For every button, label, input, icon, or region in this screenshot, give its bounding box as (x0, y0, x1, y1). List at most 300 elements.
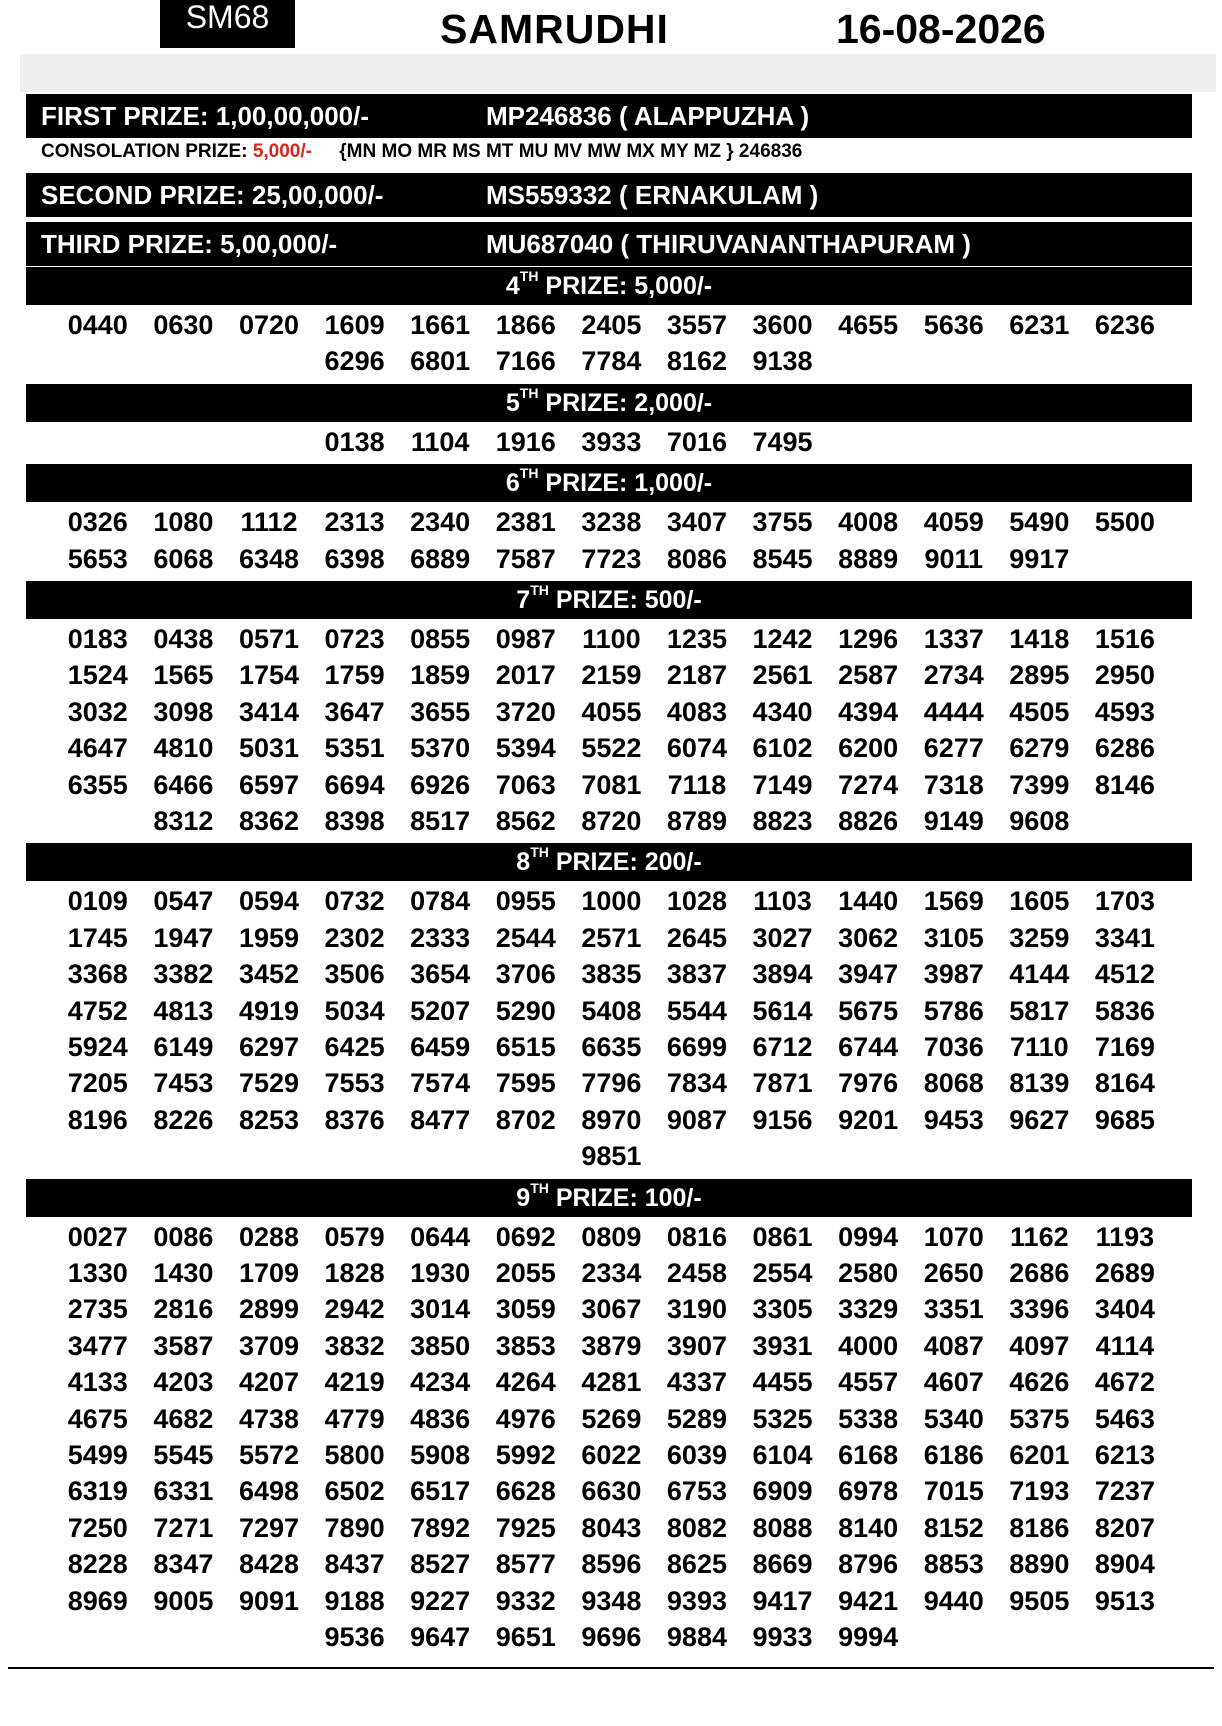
ticket-number: 2561 (752, 660, 813, 691)
ticket-number: 9091 (238, 1585, 300, 1616)
ticket-number: 9685 (1094, 1104, 1155, 1135)
ticket-number: 2895 (1009, 660, 1070, 691)
ticket-number: 6498 (238, 1476, 300, 1507)
ticket-number: 6699 (666, 1031, 727, 1062)
ticket-number: 8596 (581, 1549, 642, 1580)
ticket-number: 1569 (923, 886, 984, 917)
ticket-number: 1418 (1009, 624, 1070, 654)
ticket-number: 0723 (324, 624, 385, 654)
ticket-number: 2950 (1094, 660, 1155, 691)
ticket-number: 8625 (666, 1549, 727, 1580)
ticket-number: 6213 (1094, 1439, 1155, 1470)
ticket-number: 0594 (238, 886, 300, 917)
ticket-number: 2899 (238, 1294, 300, 1325)
prize-number-grid-6 (55, 504, 1165, 577)
ticket-number: 0994 (838, 1221, 899, 1252)
ticket-number: 9696 (581, 1621, 642, 1652)
ticket-number: 3654 (410, 959, 471, 990)
ticket-number: 6074 (666, 733, 727, 764)
ticket-number: 6186 (923, 1439, 984, 1470)
ticket-number: 3259 (1009, 922, 1070, 953)
ticket-number: 4810 (153, 733, 214, 764)
ticket-number: 5614 (752, 995, 813, 1026)
ticket-number: 3931 (752, 1330, 813, 1361)
first-prize-label: FIRST PRIZE: 1,00,00,000/- (41, 101, 370, 131)
ticket-number: 8437 (324, 1549, 385, 1580)
ticket-number: 9513 (1094, 1585, 1155, 1616)
ticket-number: 5675 (838, 995, 899, 1026)
ticket-number: 0440 (67, 310, 128, 340)
ticket-number: 8890 (1009, 1549, 1070, 1580)
ticket-number: 8253 (238, 1104, 300, 1135)
ticket-number: 5408 (581, 995, 642, 1026)
ticket-number: 6348 (238, 543, 300, 574)
ticket-number: 5490 (1009, 507, 1070, 538)
section-ordinal: 4 (505, 272, 520, 300)
ticket-number: 8398 (324, 805, 385, 836)
prize-section-header-6 (26, 464, 1192, 502)
ticket-number: 8969 (67, 1585, 128, 1616)
ticket-number: 3506 (324, 959, 385, 990)
ticket-number: 1859 (410, 660, 471, 691)
ticket-number: 8043 (581, 1512, 642, 1543)
ticket-number: 9332 (495, 1585, 556, 1616)
ticket-number: 2340 (410, 507, 471, 538)
ticket-number: 6331 (153, 1476, 214, 1507)
ticket-number: 4337 (666, 1367, 727, 1398)
ticket-number: 8853 (923, 1549, 984, 1580)
ticket-number: 4234 (410, 1367, 471, 1398)
ticket-number: 6502 (324, 1476, 385, 1507)
ticket-number: 9005 (153, 1585, 214, 1616)
ticket-number: 4083 (666, 696, 727, 727)
ticket-number: 5836 (1094, 995, 1155, 1026)
ticket-number: 8152 (923, 1512, 984, 1543)
ticket-number: 7587 (495, 543, 556, 574)
ticket-number: 0027 (67, 1221, 128, 1252)
ticket-number: 2313 (324, 507, 385, 538)
ticket-number: 2334 (581, 1257, 642, 1288)
ticket-number: 8577 (495, 1549, 556, 1580)
ticket-number: 4219 (324, 1367, 385, 1398)
ticket-number: 9536 (324, 1621, 385, 1652)
ticket-number: 2381 (495, 507, 556, 538)
ticket-number: 3706 (495, 959, 556, 990)
ticket-number: 9393 (666, 1585, 727, 1616)
ticket-number: 3404 (1094, 1294, 1155, 1325)
ticket-number: 2405 (581, 310, 642, 340)
ticket-number: 0086 (153, 1221, 214, 1252)
third-prize-row (26, 222, 1192, 266)
second-prize-number: MS559332 ( ERNAKULAM ) (486, 180, 819, 210)
ticket-number: 8796 (838, 1549, 899, 1580)
ticket-number: 1703 (1094, 886, 1155, 917)
ticket-number: 6628 (495, 1476, 556, 1507)
section-ordinal: 6 (505, 469, 520, 498)
ticket-number: 7723 (581, 543, 642, 574)
ticket-number: 8823 (752, 805, 813, 836)
ticket-number: 5269 (581, 1403, 642, 1434)
section-ordinal: 7 (516, 586, 531, 614)
ticket-number: 7495 (752, 426, 813, 457)
prize-section-header-8 (26, 843, 1192, 881)
ticket-number: 7871 (752, 1068, 813, 1099)
ticket-number: 3755 (752, 507, 813, 538)
ticket-number: 1745 (67, 922, 128, 953)
ticket-number: 2650 (923, 1257, 984, 1288)
ticket-number: 9149 (923, 805, 984, 836)
ticket-number: 7036 (923, 1031, 984, 1062)
ticket-number: 5499 (67, 1439, 128, 1470)
ticket-number: 5338 (838, 1403, 899, 1434)
ticket-number: 6398 (324, 543, 385, 574)
ticket-number: 5908 (410, 1439, 471, 1470)
ticket-number: 0809 (581, 1221, 642, 1252)
ticket-number: 4682 (153, 1403, 214, 1434)
ticket-number: 6466 (153, 769, 214, 800)
ticket-number: 1609 (324, 310, 385, 340)
ticket-number: 8082 (666, 1512, 727, 1543)
ticket-number: 3014 (410, 1294, 471, 1325)
ticket-number: 8139 (1009, 1068, 1070, 1099)
ticket-number: 9188 (324, 1585, 385, 1616)
ticket-number: 4000 (838, 1330, 899, 1361)
ticket-number: 6102 (752, 733, 813, 764)
ticket-number: 1916 (495, 426, 556, 457)
ticket-number: 5653 (67, 543, 128, 574)
ticket-number: 7016 (666, 426, 727, 457)
ticket-number: 0326 (67, 507, 128, 538)
ticket-number: 6236 (1094, 310, 1155, 340)
ticket-number: 6022 (581, 1439, 642, 1470)
ticket-number: 8162 (666, 346, 727, 377)
ticket-number: 6459 (410, 1031, 471, 1062)
ticket-number: 3837 (666, 959, 727, 990)
ticket-number: 2645 (666, 922, 727, 953)
ticket-number: 6694 (324, 769, 385, 800)
ticket-number: 5207 (410, 995, 471, 1026)
section-title: PRIZE: 2,000/- (538, 388, 713, 417)
ticket-number: 9627 (1009, 1104, 1070, 1135)
section-title: PRIZE: 1,000/- (538, 469, 713, 498)
ticket-number: 2159 (581, 660, 642, 691)
ticket-number: 4097 (1009, 1330, 1070, 1361)
ticket-number: 0855 (410, 624, 471, 654)
ticket-number: 1947 (153, 922, 214, 953)
ticket-number: 2302 (324, 922, 385, 953)
ticket-number: 9884 (666, 1621, 727, 1652)
prize-section-header-4 (26, 267, 1192, 305)
ticket-number: 4626 (1009, 1367, 1070, 1398)
ticket-number: 7529 (238, 1068, 300, 1099)
ticket-number: 7271 (153, 1512, 214, 1543)
ticket-number: 1959 (238, 922, 300, 953)
ticket-number: 4836 (410, 1403, 471, 1434)
ticket-number: 3414 (238, 696, 300, 727)
ticket-number: 6286 (1094, 733, 1155, 764)
ticket-number: 4557 (838, 1367, 899, 1398)
ticket-number: 5786 (923, 995, 984, 1026)
ticket-number: 4738 (238, 1403, 300, 1434)
ticket-number: 0138 (324, 426, 385, 457)
ticket-number: 4607 (923, 1367, 984, 1398)
ticket-number: 5351 (324, 733, 385, 764)
ticket-number: 7595 (495, 1068, 556, 1099)
ticket-number: 1440 (838, 886, 899, 917)
ticket-number: 3238 (581, 507, 642, 538)
ticket-number: 3832 (324, 1330, 385, 1361)
ticket-number: 4672 (1094, 1367, 1155, 1398)
ticket-number: 3105 (923, 922, 984, 953)
ticket-number: 5394 (495, 733, 556, 764)
consolation-series: {MN MO MR MS MT MU MV MW MX MY MZ } 246836 (339, 141, 803, 162)
ticket-number: 6297 (238, 1031, 300, 1062)
ticket-number: 4512 (1094, 959, 1155, 990)
ticket-number: 7890 (324, 1512, 385, 1543)
ticket-number: 4264 (495, 1367, 556, 1398)
ticket-number: 5924 (67, 1031, 128, 1062)
ticket-number: 8702 (495, 1104, 556, 1135)
ticket-number: 0720 (238, 310, 300, 340)
ticket-number: 3396 (1009, 1294, 1070, 1325)
ticket-number: 3557 (666, 310, 727, 340)
ticket-number: 3947 (838, 959, 899, 990)
ticket-number: 1759 (324, 660, 385, 691)
bottom-divider (8, 1667, 1214, 1669)
ticket-number: 3351 (923, 1294, 984, 1325)
ticket-number: 6231 (1009, 310, 1070, 340)
ticket-number: 5031 (238, 733, 300, 764)
ticket-number: 5544 (666, 995, 727, 1026)
ticket-number: 4655 (838, 310, 899, 340)
ticket-number: 8970 (581, 1104, 642, 1135)
ticket-number: 3382 (153, 959, 214, 990)
third-prize-label: THIRD PRIZE: 5,00,000/- (41, 229, 338, 259)
ticket-number: 4505 (1009, 696, 1070, 727)
ticket-number: 9417 (752, 1585, 813, 1616)
ticket-number: 0579 (324, 1221, 385, 1252)
section-ordinal: 5 (505, 388, 520, 417)
ticket-number: 9156 (752, 1104, 813, 1135)
second-prize-row (26, 173, 1192, 217)
ticket-number: 9851 (581, 1141, 642, 1172)
ticket-number: 1103 (753, 886, 812, 917)
ticket-number: 8228 (67, 1549, 128, 1580)
ticket-number: 3067 (581, 1294, 642, 1325)
ticket-number: 1112 (240, 507, 298, 538)
ticket-number: 6753 (666, 1476, 727, 1507)
ticket-number: 5375 (1009, 1403, 1070, 1434)
ticket-number: 9994 (838, 1621, 899, 1652)
ticket-number: 3835 (581, 959, 642, 990)
ticket-number: 4647 (67, 733, 128, 764)
ticket-number: 4976 (495, 1403, 556, 1434)
ticket-number: 9348 (581, 1585, 642, 1616)
ticket-number: 5636 (923, 310, 984, 340)
ticket-number: 6279 (1009, 733, 1070, 764)
ticket-number: 8889 (838, 543, 899, 574)
ticket-number: 7149 (752, 769, 813, 800)
ticket-number: 2187 (666, 660, 727, 691)
ticket-number: 6319 (67, 1476, 128, 1507)
ticket-number: 7318 (923, 769, 984, 800)
ticket-number: 8477 (410, 1104, 471, 1135)
ticket-number: 3655 (410, 696, 471, 727)
ticket-number: 2554 (752, 1257, 813, 1288)
ticket-number: 5325 (752, 1403, 813, 1434)
prize-section-header-9 (26, 1179, 1192, 1217)
ticket-number: 1104 (410, 426, 470, 457)
ticket-number: 3933 (581, 426, 642, 457)
ticket-number: 6296 (324, 346, 385, 377)
ticket-number: 4593 (1094, 696, 1155, 727)
ticket-number: 7892 (410, 1512, 471, 1543)
ticket-number: 3452 (238, 959, 300, 990)
ticket-number: 8140 (838, 1512, 899, 1543)
ticket-number: 4444 (923, 696, 984, 727)
ticket-number: 6926 (410, 769, 471, 800)
ticket-number: 4144 (1009, 959, 1070, 990)
ticket-number: 3879 (581, 1330, 642, 1361)
consolation-prize-line (41, 141, 802, 163)
ticket-number: 5290 (495, 995, 556, 1026)
draw-date: 16-08-2026 (836, 6, 1046, 52)
lottery-title: SAMRUDHI (440, 6, 669, 52)
ticket-number: 8146 (1094, 769, 1155, 800)
ticket-number: 9933 (752, 1621, 813, 1652)
ticket-number: 7834 (666, 1068, 727, 1099)
ticket-number: 2686 (1009, 1257, 1070, 1288)
ticket-number: 3098 (153, 696, 214, 727)
section-ordinal-suffix: TH (530, 1179, 549, 1196)
section-ordinal-suffix: TH (530, 844, 549, 861)
ticket-number: 9453 (923, 1104, 984, 1135)
ticket-number: 6200 (838, 733, 899, 764)
ticket-number: 4055 (581, 696, 642, 727)
ticket-number: 8904 (1094, 1549, 1155, 1580)
ticket-number: 8826 (838, 805, 899, 836)
ticket-number: 9647 (410, 1621, 471, 1652)
ticket-number: 4059 (923, 507, 984, 538)
ticket-number: 7081 (581, 769, 642, 800)
ticket-number: 3477 (67, 1330, 128, 1361)
ticket-number: 7118 (667, 769, 727, 800)
ticket-number: 7553 (324, 1068, 385, 1099)
ticket-number: 3368 (67, 959, 128, 990)
first-prize-number: MP246836 ( ALAPPUZHA ) (486, 101, 810, 131)
ticket-number: 0644 (410, 1221, 471, 1252)
ticket-number: 3853 (495, 1330, 556, 1361)
ticket-number: 0288 (238, 1221, 300, 1252)
ticket-number: 3850 (410, 1330, 471, 1361)
ticket-number: 3305 (752, 1294, 813, 1325)
section-ordinal: 9 (516, 1183, 531, 1212)
ticket-number: 3647 (324, 696, 385, 727)
ticket-number: 1337 (923, 624, 984, 654)
ticket-number: 3027 (752, 922, 813, 953)
ticket-number: 6517 (410, 1476, 471, 1507)
prize-section-header-7 (26, 581, 1192, 619)
ticket-number: 2816 (153, 1294, 214, 1325)
ticket-number: 9421 (838, 1585, 899, 1616)
ticket-number: 2017 (495, 660, 556, 691)
ticket-number: 5817 (1009, 995, 1070, 1026)
ticket-number: 8789 (666, 805, 727, 836)
ticket-number: 7169 (1094, 1031, 1155, 1062)
ticket-number: 0547 (153, 886, 214, 917)
ticket-number: 7237 (1094, 1476, 1155, 1507)
second-prize-label: SECOND PRIZE: 25,00,000/- (41, 180, 384, 210)
ticket-number: 8669 (752, 1549, 813, 1580)
ticket-number: 3907 (666, 1330, 727, 1361)
ticket-number: 8196 (67, 1104, 128, 1135)
ticket-number: 8347 (153, 1549, 214, 1580)
ticket-number: 3600 (752, 310, 813, 340)
ticket-number: 0571 (238, 624, 300, 654)
ticket-number: 2571 (581, 922, 642, 953)
section-title: PRIZE: 200/- (548, 848, 702, 877)
ticket-number: 8562 (495, 805, 556, 836)
ticket-number: 5500 (1094, 507, 1155, 538)
ticket-number: 6712 (752, 1031, 813, 1062)
ticket-number: 4281 (581, 1367, 642, 1398)
ticket-number: 6744 (838, 1031, 899, 1062)
ticket-number: 3341 (1094, 922, 1155, 953)
ticket-number: 3329 (838, 1294, 899, 1325)
section-ordinal-suffix: TH (519, 465, 539, 482)
ticket-number: 3032 (67, 696, 128, 727)
prize-number-grid-7 (55, 621, 1165, 839)
ticket-number: 2055 (495, 1257, 556, 1288)
ticket-number: 0438 (153, 624, 214, 654)
ticket-number: 6909 (752, 1476, 813, 1507)
ticket-number: 4675 (67, 1403, 128, 1434)
ticket-number: 3720 (495, 696, 556, 727)
ticket-number: 5572 (238, 1439, 300, 1470)
ticket-number: 8086 (666, 543, 727, 574)
ticket-number: 2580 (838, 1257, 899, 1288)
ticket-number: 7110 (1010, 1031, 1069, 1062)
ticket-number: 7193 (1009, 1476, 1070, 1507)
ticket-number: 0692 (495, 1221, 556, 1252)
ticket-number: 7015 (923, 1476, 984, 1507)
ticket-number: 9227 (410, 1585, 471, 1616)
ticket-number: 4752 (67, 995, 128, 1026)
ticket-number: 9608 (1009, 805, 1070, 836)
ticket-number: 2333 (410, 922, 471, 953)
ticket-number: 4203 (153, 1367, 214, 1398)
ticket-number: 1565 (153, 660, 214, 691)
ticket-number: 7784 (581, 346, 642, 377)
ticket-number: 5034 (324, 995, 385, 1026)
ticket-number: 5340 (923, 1403, 984, 1434)
ticket-number: 2735 (67, 1294, 128, 1325)
ticket-number: 6630 (581, 1476, 642, 1507)
ticket-number: 4919 (238, 995, 300, 1026)
ticket-number: 4340 (752, 696, 813, 727)
ticket-number: 2942 (324, 1294, 385, 1325)
ticket-number: 6355 (67, 769, 128, 800)
ticket-number: 0955 (495, 886, 556, 917)
section-title: PRIZE: 500/- (548, 586, 702, 614)
ticket-number: 6149 (153, 1031, 214, 1062)
ticket-number: 7976 (838, 1068, 899, 1099)
ticket-number: 1100 (582, 624, 641, 654)
section-ordinal: 8 (516, 848, 531, 877)
section-ordinal-suffix: TH (519, 384, 539, 401)
ticket-number: 5522 (581, 733, 642, 764)
ticket-number: 5545 (153, 1439, 214, 1470)
